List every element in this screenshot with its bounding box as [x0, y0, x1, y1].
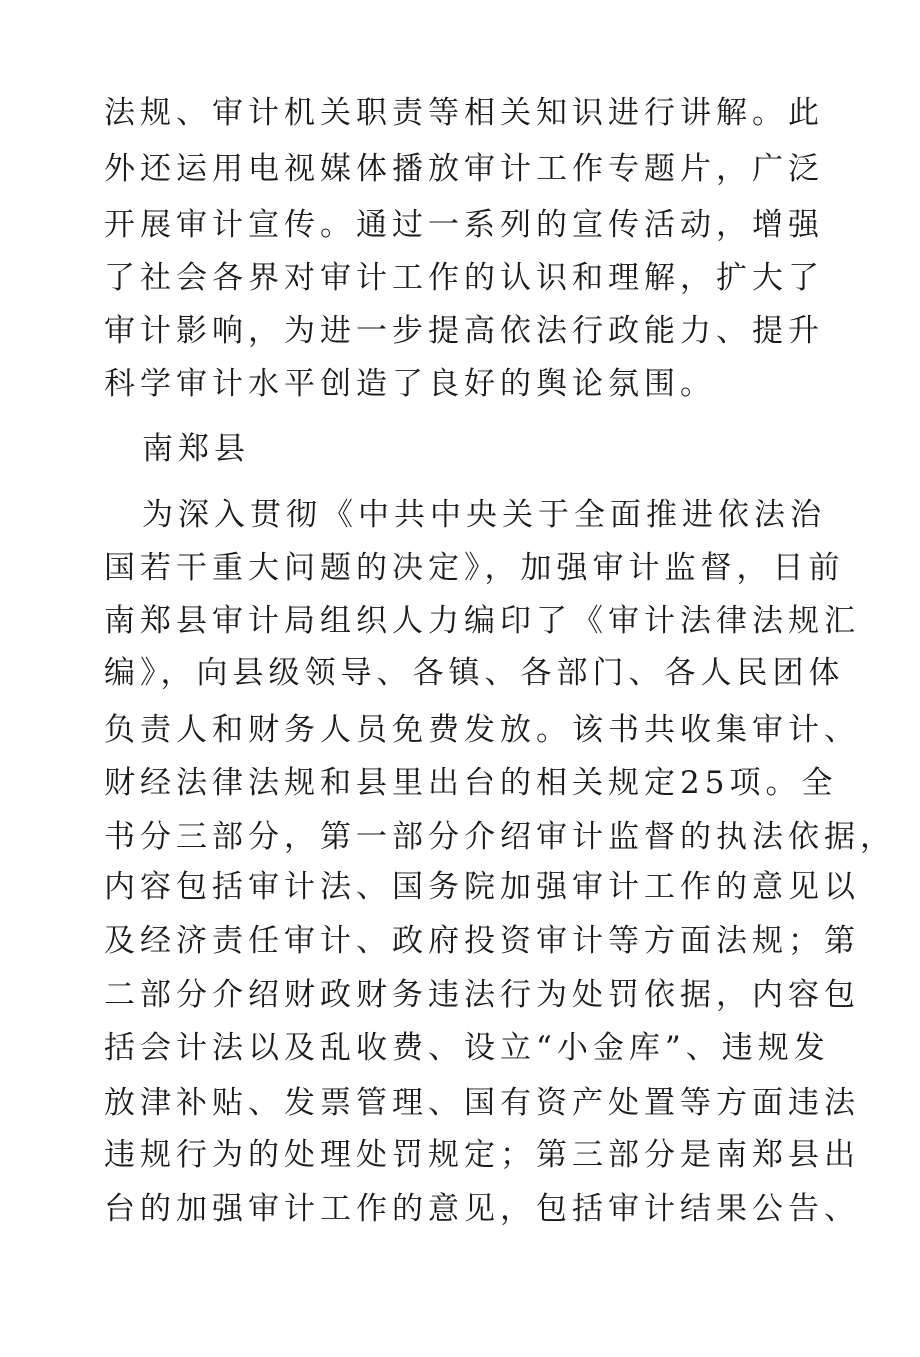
text-line: 内容包括审计法、国务院加强审计工作的意见以 — [104, 869, 860, 905]
text-line: 编》，向县级领导、各镇、各部门、各人民团体 — [104, 655, 845, 691]
text-line: 科学审计水平创造了良好的舆论氛围。 — [104, 366, 716, 402]
text-line: 法规、审计机关职责等相关知识进行讲解。此 — [104, 95, 824, 131]
text-line: 台的加强审计工作的意见，包括审计结果公告、 — [104, 1191, 860, 1227]
text-line: 南郑县审计局组织人力编印了《审计法律法规汇 — [104, 603, 860, 639]
section-heading: 南郑县 — [142, 431, 250, 467]
text-line: 放津补贴、发票管理、国有资产处置等方面违法 — [104, 1085, 860, 1121]
text-line: 开展审计宣传。通过一系列的宣传活动，增强 — [104, 207, 824, 243]
text-line: 了社会各界对审计工作的认识和理解，扩大了 — [104, 260, 824, 296]
text-line: 违规行为的处理处罚规定；第三部分是南郑县出 — [104, 1137, 860, 1173]
text-line: 外还运用电视媒体播放审计工作专题片，广泛 — [104, 151, 824, 187]
text-line: 审计影响，为进一步提高依法行政能力、提升 — [104, 313, 824, 349]
text-line: 书分三部分，第一部分介绍审计监督的执法依据， — [104, 819, 896, 855]
text-line: 二部分介绍财政财务违法行为处罚依据，内容包 — [104, 977, 860, 1013]
text-line: 括会计法以及乱收费、设立“小金库”、违规发 — [104, 1030, 830, 1066]
text-line: 财经法律法规和县里出台的相关规定25项。全 — [104, 765, 838, 801]
text-line: 负责人和财务人员免费发放。该书共收集审计、 — [104, 712, 860, 748]
text-line: 及经济责任审计、政府投资审计等方面法规；第 — [104, 923, 860, 959]
text-line: 为深入贯彻《中共中央关于全面推进依法治 — [142, 497, 826, 533]
text-line: 国若干重大问题的决定》，加强审计监督，日前 — [104, 550, 845, 586]
